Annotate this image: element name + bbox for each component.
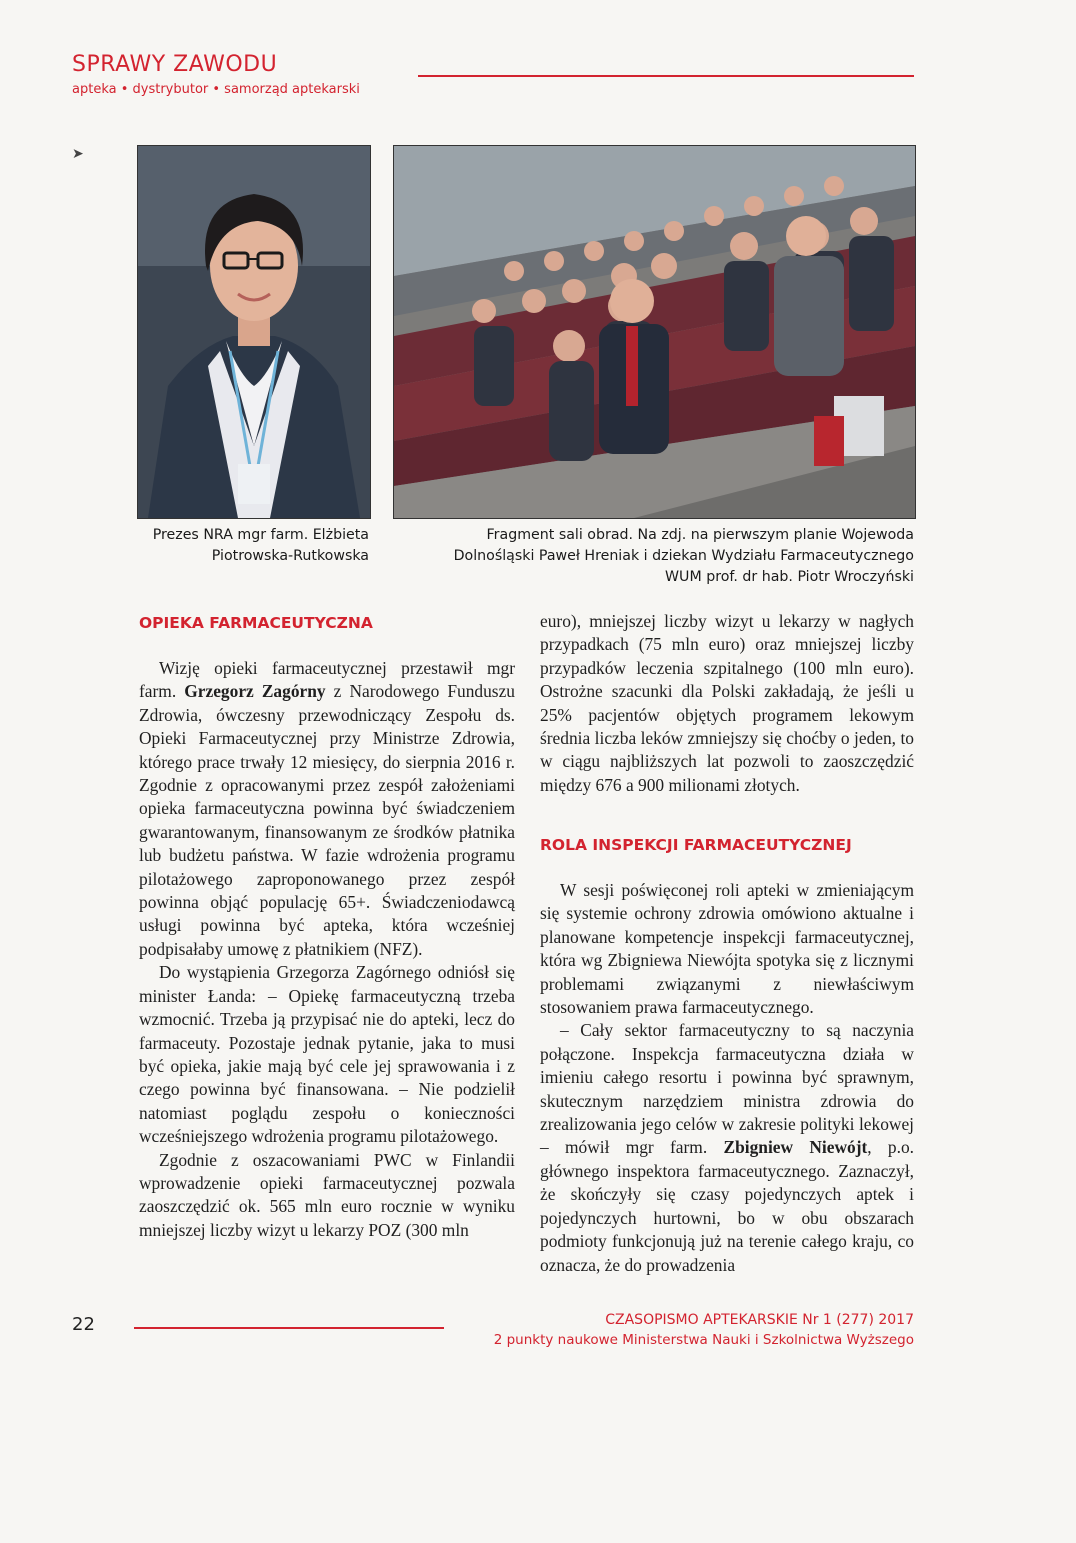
section-title: SPRAWY ZAWODU: [72, 52, 278, 77]
footer-rule: [134, 1327, 444, 1329]
paragraph-5-intro: – Cały sektor farmaceutyczny to są naczynia połączone. Inspekcja farmaceutyczna działa w imieniu całego resortu i powinna być sprawnym, skutecznym narzędziem ministra zdrowia do zrealizowania jego celów w zakresie polityki lekowej – mówił mgr farm.: [540, 1020, 914, 1158]
paragraph-1-body: z Narodowego Funduszu Zdrowia, ówczesny przewodniczący Zespołu ds. Opieki Farmaceutycznej przy Ministrze Zdrowia, którego prace trwały 12 miesięcy, do sierpnia 2016 r. Zgodnie z opracowanymi przez zespół założeniami opieka farmaceutyczna powinna być świadczeniem gwarantowanym, finansowanym ze środków płatnika lub budżetu państwa. W fazie wdrożenia programu pilotażowego zaproponowanego przez zespół powinna objąć populację 65+. Świadczeniodawcą usługi powinna być apteka, która wcześniej podpisałaby umowę z płatnikiem (NFZ).: [139, 681, 515, 959]
portrait-caption: Prezes NRA mgr farm. Elżbieta Piotrowska-Rutkowska: [152, 527, 369, 564]
footer-points: 2 punkty naukowe Ministerstwa Nauki i Szkolnictwa Wyższego: [493, 1332, 914, 1348]
header-rule: [418, 75, 914, 77]
person-name-niewojt: Zbigniew Niewójt: [723, 1137, 868, 1158]
section-subtitle: apteka • dystrybutor • samorząd aptekarski: [72, 82, 360, 97]
audience-photo: [393, 145, 916, 519]
paragraph-1: [139, 657, 515, 961]
paragraph-5-body: , p.o. głównego inspektora farmaceutycznego. Zaznaczył, że skończyły się czasy pojedynczych aptek i pojedynczych hurtowni, bo w obu obszarach podmioty funkcjonują już na terenie całego kraju, co oznacza, że do prowadzenia: [540, 1137, 914, 1275]
page-number: 22: [72, 1314, 95, 1335]
paragraph-5: [540, 1019, 914, 1276]
person-name-zagorny: Grzegorz Zagórny: [184, 681, 326, 702]
paragraph-2: Do wystąpienia Grzegorza Zagórnego odniósł się minister Łanda: – Opiekę farmaceutyczną trzeba wzmocnić. Trzeba ją przypisać nie do apteki, lecz do farmaceuty. Pozostaje jednak pytanie, jaka to musi być opieka, jakie mają być cele jej sprawowania i z czego powinna być finansowana. – Nie podzielił natomiast poglądu zespołu o konieczności wcześniejszego wdrożenia programu pilotażowego.: [139, 962, 515, 1147]
arrow-marker-icon: ➤: [72, 146, 84, 162]
heading-pharmaceutical-care: OPIEKA FARMACEUTYCZNA: [139, 614, 373, 632]
paragraph-3-continued: euro), mniejszej liczby wizyt u lekarzy w nagłych przypadkach (75 mln euro) oraz mniejszej liczby przypadków leczenia szpitalnego (100 mln euro). Ostrożne szacunki dla Polski zakładają, że jeśli u 25% pacjentów objętych programem lekowym średnia liczba leków zmniejszy się choćby o jeden, to w ciągu najbliższych lat pozwoli to zaoszczędzić między 676 a 900 milionami złotych.: [540, 611, 914, 795]
paragraph-1-intro: Wizję opieki farmaceutycznej przestawił mgr farm.: [139, 658, 515, 702]
portrait-photo: [137, 145, 371, 519]
right-column-bottom: [540, 879, 914, 1277]
heading-pharmaceutical-inspection: ROLA INSPEKCJI FARMACEUTYCZNEJ: [540, 836, 852, 854]
left-column: [139, 657, 515, 1242]
right-column-top: [540, 610, 914, 797]
paragraph-4: W sesji poświęconej roli apteki w zmieniającym się systemie ochrony zdrowia omówiono aktualne i planowane kompetencje inspekcji farmaceutycznej, która wg Zbigniewa Niewójta spotyka się z licznymi problemami związanymi z niewłaściwym stosowaniem prawa farmaceutycznego.: [540, 880, 914, 1018]
paragraph-3: Zgodnie z oszacowaniami PWC w Finlandii wprowadzenie opieki farmaceutycznej pozwala zaoszczędzić ok. 565 mln euro rocznie w wyniku mniejszej liczby wizyt u lekarzy POZ (300 mln: [139, 1149, 515, 1240]
footer-journal: CZASOPISMO APTEKARSKIE Nr 1 (277) 2017: [605, 1312, 914, 1328]
audience-caption: Fragment sali obrad. Na zdj. na pierwszym planie Wojewoda Dolnośląski Paweł Hreniak i dziekan Wydziału Farmaceutycznego WUM prof. dr hab. Piotr Wroczyński: [453, 527, 914, 585]
